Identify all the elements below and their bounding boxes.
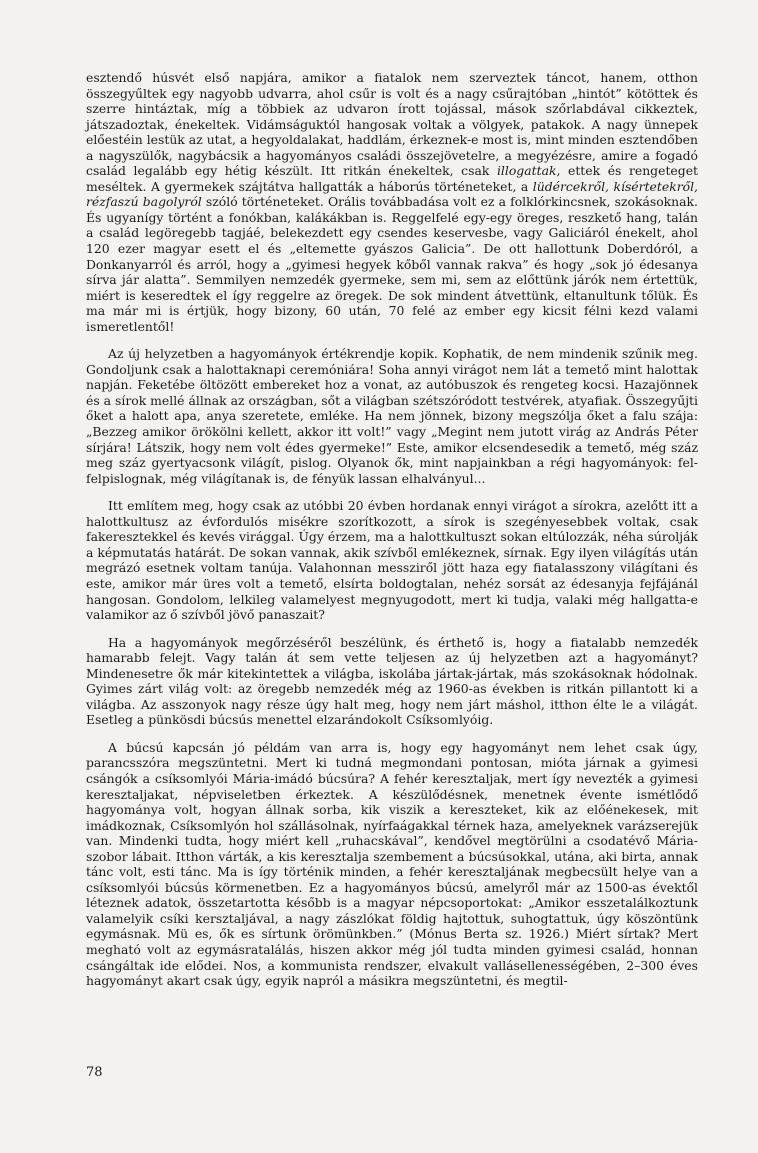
text-run: , ettek és rengeteget meséltek. A gyermekek szájtátva hallgatták a háborús történeteket, a [86,163,699,194]
italic-run: lüdércekről, kísértetekről, rézfaszú bagolyról [86,178,698,210]
text-run: szóló történeteket. Orális továbbadása volt ez a folklórkincsnek, szokásoknak. És ugyanígy történt a fonókban, kalákákban is. Reggelfelé egy-egy öreges, reszkető hang, talán a család legöregebb tagjáé, belekezdett egy csendes keservesbe, vagy Galiciáról énekelt, ahol 120 ezer magyar esett el és „eltemette gyászos Galicia”. De ott hallottunk Doberdóról, a Donkanyarról és arról, hogy a „gyimesi hegyek kőből vannak rakva” és hogy „sok jó édesanya sírva jár alatta”. Semmilyen nemzedék gyermeke, sem mi, sem az előttünk járók nem értettük, miért is keseredtek el így reggelre az öregek. De sok mindent átvettünk, eltanultunk tőlük. És ma már mi is értjük, hogy bizony, 60 után, 70 felé az ember egy kicsit félni kezd valami ismeretlentől! [86,194,698,334]
text-run: Az új helyzetben a hagyományok értékrendje kopik. Kophatik, de nem mindenik szűnik meg. Gondoljunk csak a halottaknapi ceremóniára! Soha annyi virágot nem lát a temető mint halottak napján. Feketébe öltözött embereket hoz a vonat, az autóbuszok és rengeteg kocsi. Hazajönnek és a sírok mellé állnak az országban, sőt a világban szétszóródott testvérek, atyafiak. Összegyűjti őket a halott apa, anya szeretete, emléke. Ha nem jönnek, bizony megszólja őket a falu szája: „Bezzeg amikor örökölni kellett, akkor itt volt!” vagy „Megint nem jutott virág az András Péter sírjára! Látszik, hogy nem volt édes gyermeke!” Este, amikor elcsendesedik a temető, még száz meg száz gyertyacsonk világít, pislog. Olyanok ők, mint napjainkban a régi hagyományok: fel-felpislognak, még világítanak is, de fényük lassan elhalványul... [86,346,698,486]
italic-run: illogattak [496,163,557,179]
paragraph-3 [86,498,698,622]
page-number: 78 [86,1065,103,1080]
paragraph-1 [86,70,698,334]
text-run: esztendő húsvét első napjára, amikor a fiatalok nem szerveztek táncot, hanem, otthon összegyűltek egy nagyobb udvarra, ahol csűr is volt és a nagy csűrajtóban „hintót” kötöttek és szerre hintáztak, míg a többiek az udvaron írott tojással, mások szőrlabdával cikkeztek, játszadoztak, énekeltek. Vidámságuktól hangosak voltak a völgyek, patakok. A nagy ünnepek előestéin lestük az utat, a hegyoldalakat, haddlám, érkeznek-e most is, mint minden esztendőben a nagyszülők, nagybácsik a hagyományos családi összejövetelre, a megyézésre, amire a fogadó család legalább egy hétig készült. Itt ritkán énekeltek, csak [86,70,698,179]
paragraph-5 [86,740,698,989]
text-run: Itt említem meg, hogy csak az utóbbi 20 évben hordanak ennyi virágot a sírokra, azelőtt itt a halottkultusz az évfordulós misékre szorítkozott, a sírok is szegényesebbek voltak, csak fakeresztekkel és kevés virággal. Úgy érzem, ma a halottkultuszt sokan eltúlozzák, néha súrolják a képmutatás határát. De sokan vannak, akik szívből emlékeznek, sírnak. Egy ilyen világítás után megrázó esetnek voltam tanúja. Valahonnan messziről jött haza egy fiatalasszony világítani és este, amikor már üres volt a temető, elsírta boldogtalan, nehéz sorsát az édesanyja fejfájánál hangosan. Gondolom, lelkileg valamelyest megnyugodott, mert ki tudja, valaki még hallgatta-e valamikor az ő szívből jövő panaszait? [86,498,698,623]
body-text [86,70,698,989]
text-run: A búcsú kapcsán jó példám van arra is, hogy egy hagyományt nem lehet csak úgy, parancsszóra megszüntetni. Mert ki tudná megmondani pontosan, mióta járnak a gyimesi csángók a csíksomlyói Mária-imádó búcsúra? A fehér keresztaljak, mert így nevezték a gyimesi keresztaljakat, népviseletben érkeztek. A készülődésnek, menetnek éventе ismétlődő hagyománya volt, hogyan állnak sorba, kik viszik a kereszteket, kik az előénekesek, mit imádkoznak, Csíksomlyón hol szállásolnak, nyírfaágakkal térnek haza, amelyeknek varázserejük van. Mindenki tudta, hogy miért kell „ruhacskával”, kendővel megtörülni a csodatévő Mária-szobor lábait. Itthon várták, a kis keresztalja szembement a búcsúsokkal, utána, aki birta, annak tánc volt, esti tánc. Ma is így történik minden, a fehér keresztaljának megbecsült helye van a csíksomlyói búcsús körmenetben. Ez a hagyományos búcsú, amelyről már az 1500-as évektől léteznek adatok, összetartotta később is a magyar népcsoportokat: „Amikor esszetalálkoztunk valamelyik csíki kersztaljával, a nagy zászlókat földig hajtottuk, suhogtattuk, úgy köszöntünk egymásnak. Mü es, ők es sírtunk örömünkben.” (Mónus Berta sz. 1926.) Miért sírtak? Mert megható volt az egymásratalálás, hiszen akkor még jól tudta minden gyimesi család, honnan csángáltak ide elődei. Nos, a kommunista rendszer, elvakult vallásellenességében, 2–300 éves hagyományt akart csak úgy, egyik napról a másikra megszüntetni, és megtil- [86,739,698,989]
paragraph-2 [86,346,698,486]
paragraph-4 [86,635,698,728]
text-run: Ha a hagyományok megőrzéséről beszélünk, és érthető is, hogy a fiatalabb nemzedék hamarabb felejt. Vagy talán át sem vette teljesen az új helyzetben azt a hagyományt? Mindenesetre ők már kitekintettek a világba, iskolába jártak-jártak, más szokásoknak hódolnak. Gyimes zárt világ volt: az öregebb nemzedék még az 1960-as években is ritkán pillantott ki a világba. Az asszonyok nagy része úgy halt meg, hogy nem járt máshol, itthon élte le a világát. Esetleg a pünkösdi búcsús menettel elzarándokolt Csíksomlyóig. [86,634,698,728]
